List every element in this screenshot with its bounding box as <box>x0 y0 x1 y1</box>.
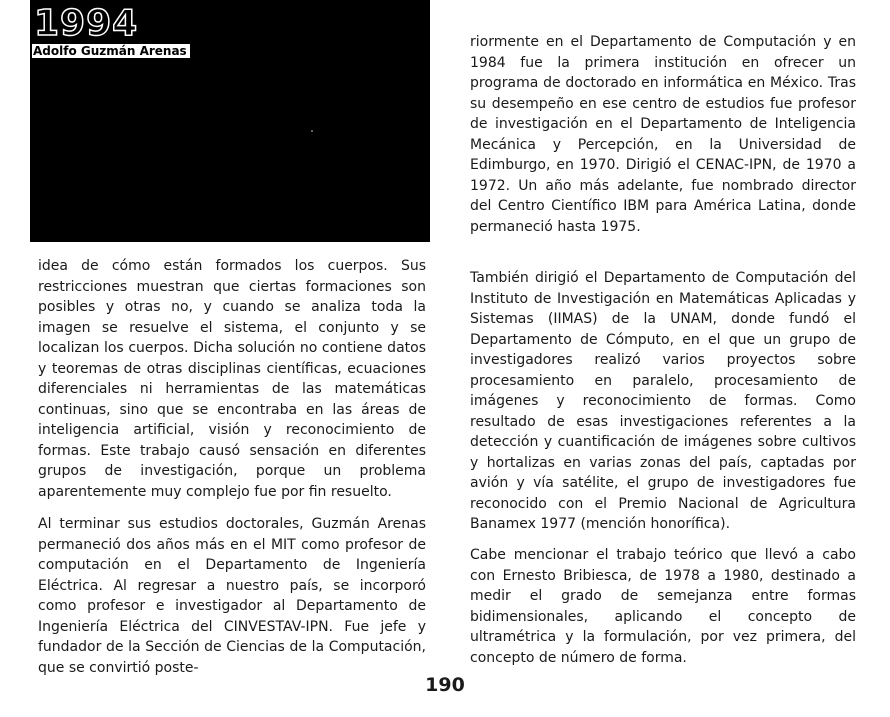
author-name: Adolfo Guzmán Arenas <box>32 44 190 58</box>
right-paragraph-2: También dirigió el Departamento de Computación del Instituto de Investigación en Matemáticas Aplicadas y Sistemas (IIMAS) de la UNAM, donde fundó el Departamento de Cómputo, en el que un grupo de investigadores realizó varios proyectos sobre procesamiento en paralelo, procesamiento de imágenes y reconocimiento de formas. Como resultado de esas investigaciones referentes a la detección y cuantificación de imágenes sobre cultivos y hortalizas en varias zonas del país, captadas por avión y vía satélite, el grupo de investigadores fue reconocido con el Premio Nacional de Agricultura Banamex 1977 (mención honorífica). <box>470 270 856 532</box>
page-number: 190 <box>425 674 465 696</box>
right-paragraph-1: riormente en el Departamento de Computación y en 1984 fue la primera institución en ofrecer un programa de doctorado en informática en México. Tras su desempeño en ese centro de estudios fue profesor de investigación en el Departamento de Inteligencia Mecánica y Percepción, en la Universidad de Edimburgo, en 1970. Dirigió el CENAC-IPN, de 1970 a 1972. Un año más adelante, fue nombrado director del Centro Científico IBM para América Latina, donde permaneció hasta 1975. <box>470 34 856 235</box>
left-paragraph-1: idea de cómo están formados los cuerpos. Sus restricciones muestran que ciertas formaciones son posibles y otras no, y cuando se analiza toda la imagen se resuelve el sistema, el conjunto y se localizan los cuerpos. Dicha solución no contiene datos y teoremas de otras disciplinas científicas, ecuaciones diferenciales ni herramientas de las matemáticas continuas, sino que se encontraba en las áreas de inteligencia artificial, visión y reconocimiento de formas. Este trabajo causó sensación en diferentes grupos de investigación, porque un problema aparentemente muy complejo fue por fin resuelto. <box>38 258 426 500</box>
header-logo: 1994 <box>34 3 139 44</box>
right-paragraph-3: Cabe mencionar el trabajo teórico que llevó a cabo con Ernesto Bribiesca, de 1978 a 1980, destinado a medir el grado de semejanza entre formas bidimensionales, aplicando el concepto de ultramétrica y la formulación, por vez primera, del concepto de número de forma. <box>470 547 856 666</box>
print-speck <box>311 130 313 132</box>
left-paragraph-2: Al terminar sus estudios doctorales, Guzmán Arenas permaneció dos años más en el MIT como profesor de computación en el Departamento de Ingeniería Eléctrica. Al regresar a nuestro país, se incorporó como profesor e investigador al Departamento de Ingeniería Eléctrica del CINVESTAV-IPN. Fue jefe y fundador de la Sección de Ciencias de la Computación, que se convirtió poste- <box>38 516 426 676</box>
